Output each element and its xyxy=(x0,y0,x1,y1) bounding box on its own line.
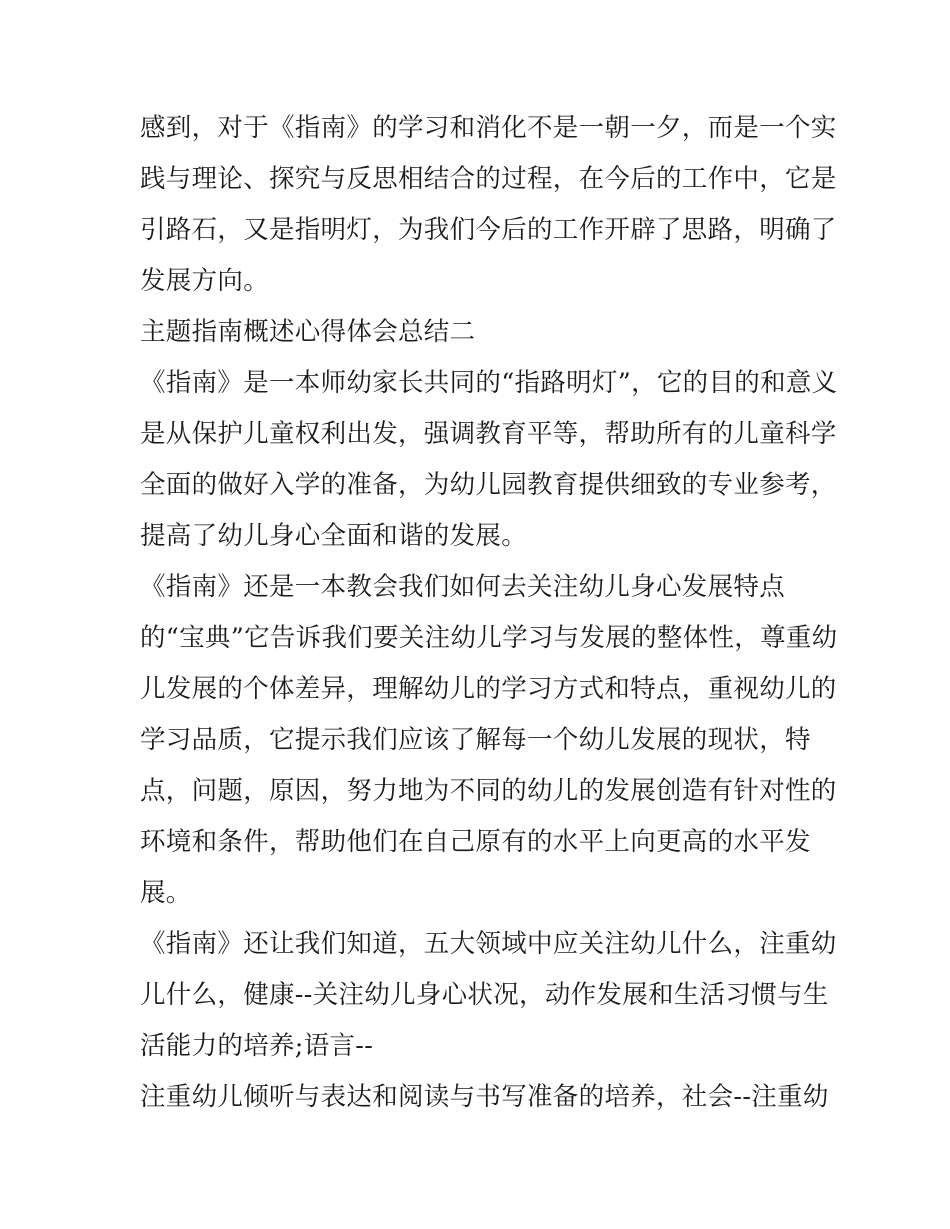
text-line: 《指南》还是一本教会我们如何去关注幼儿身心发展特点 xyxy=(140,572,786,602)
text-line: 学习品质，它提示我们应该了解每一个幼儿发展的现状，特 xyxy=(140,725,811,755)
text-line: 展。 xyxy=(140,878,192,908)
text-line: 环境和条件，帮助他们在自己原有的水平上向更高的水平发 xyxy=(140,827,811,857)
text-line: 活能力的培养;语言-- xyxy=(140,1031,374,1061)
text-line: 感到，对于《指南》的学习和消化不是一朝一夕，而是一个实 xyxy=(140,113,837,143)
text-line: 全面的做好入学的准备，为幼儿园教育提供细致的专业参考， xyxy=(140,470,837,500)
text-line: 注重幼儿倾听与表达和阅读与书写准备的培养，社会--注重幼 xyxy=(140,1082,829,1112)
text-line: 提高了幼儿身心全面和谐的发展。 xyxy=(140,521,528,551)
text-line: 践与理论、探究与反思相结合的过程，在今后的工作中，它是 xyxy=(140,164,837,194)
text-line: 《指南》还让我们知道，五大领域中应关注幼儿什么，注重幼 xyxy=(140,929,837,959)
text-line: 的“宝典”它告诉我们要关注幼儿学习与发展的整体性，尊重幼 xyxy=(140,623,838,653)
text-line: 是从保护儿童权利出发，强调教育平等，帮助所有的儿童科学 xyxy=(140,419,837,449)
text-line: 引路石，又是指明灯，为我们今后的工作开辟了思路，明确了 xyxy=(140,215,837,245)
text-line: 儿什么，健康--关注幼儿身心状况，动作发展和生活习惯与生 xyxy=(140,980,829,1010)
text-line: 《指南》是一本师幼家长共同的“指路明灯”，它的目的和意义 xyxy=(140,368,838,398)
text-line: 儿发展的个体差异，理解幼儿的学习方式和特点，重视幼儿的 xyxy=(140,674,837,704)
text-line: 点，问题，原因，努力地为不同的幼儿的发展创造有针对性的 xyxy=(140,776,837,806)
section-heading: 主题指南概述心得体会总结二 xyxy=(140,317,476,347)
text-line: 发展方向。 xyxy=(140,266,270,296)
